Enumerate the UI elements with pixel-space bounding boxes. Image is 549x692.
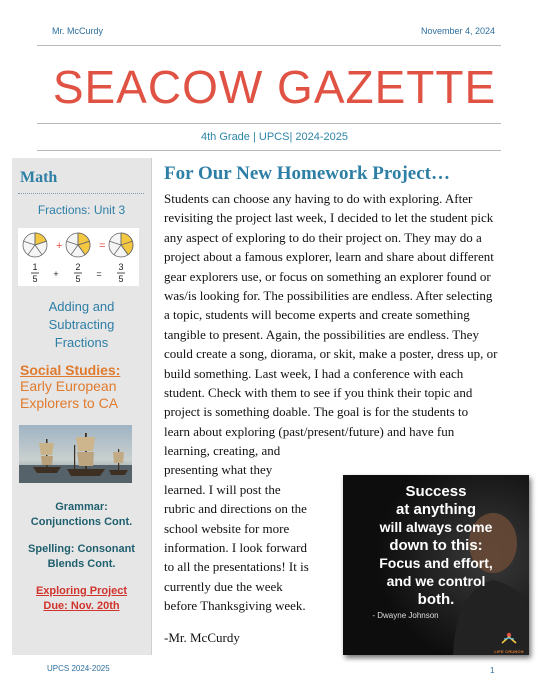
issue-date: November 4, 2024 — [420, 26, 495, 36]
article-title: For Our New Homework Project… — [164, 163, 450, 184]
masthead-subtitle: 4th Grade | UPCS| 2024-2025 — [201, 131, 348, 143]
header-rule — [37, 45, 501, 46]
frac-a-den: 5 — [32, 274, 38, 284]
project-due-line: Exploring Project — [35, 585, 128, 597]
article-body — [164, 189, 540, 441]
math-topic-line: Subtracting — [48, 317, 115, 332]
math-heading: Math — [20, 169, 58, 186]
article-line: Students can choose any having to do with exploring. After — [164, 191, 473, 206]
frac-op2: = — [96, 269, 102, 279]
frac-b-den: 5 — [75, 274, 81, 284]
article-line: learned. I will post the — [164, 481, 281, 497]
grammar-line: Conjunctions Cont. — [30, 516, 133, 528]
article-line: information. I look forward — [164, 540, 307, 556]
fraction-pies-icon — [18, 228, 139, 286]
masthead-title: SEACOW GAZETTE — [52, 61, 497, 113]
article-body-narrow — [164, 441, 340, 616]
page-number: 1 — [490, 666, 495, 675]
frac-a-num: 1 — [32, 262, 38, 272]
article-line: learning, creating, and — [164, 443, 281, 458]
article-line: tangible to present. Again, the possibilities are endless. They — [164, 326, 479, 342]
equals-sign: = — [99, 240, 106, 252]
article-line: school website for more — [164, 520, 290, 536]
quote-line: Success — [405, 483, 467, 500]
quote-line: and we control — [386, 573, 486, 589]
footer-left: UPCS 2024-2025 — [47, 664, 110, 673]
quote-author: - Dwayne Johnson — [372, 611, 439, 620]
frac-c-num: 3 — [118, 262, 124, 272]
math-topic-line: Fractions — [54, 335, 109, 350]
grammar-line: Grammar: — [55, 501, 108, 513]
math-topic — [12, 298, 151, 352]
quote-line: down to this: — [389, 537, 483, 554]
frac-c-den: 5 — [118, 274, 124, 284]
life-crunch-logo — [493, 631, 525, 654]
quote-line: Focus and effort, — [379, 555, 493, 571]
article-line: presenting what they — [164, 462, 273, 478]
frac-op1: + — [53, 269, 59, 279]
math-topic-line: Adding and — [48, 299, 115, 314]
teacher-name: Mr. McCurdy — [52, 26, 104, 36]
quote-line: both. — [417, 591, 455, 608]
spelling-line: Spelling: Consonant — [28, 543, 135, 555]
social-studies-topic — [20, 378, 118, 412]
article-line: project is something doable. The goal is for the students to — [164, 404, 469, 420]
article-line: could create a song, diorama, or skit, make a poster, dress up, or — [164, 346, 498, 362]
frac-b-num: 2 — [75, 262, 81, 272]
article-line: learn about exploring (past/present/future) and have fun — [164, 423, 455, 439]
masthead-rule-top — [37, 123, 501, 124]
math-unit: Fractions: Unit 3 — [37, 203, 126, 217]
article-line: currently due the week — [164, 578, 283, 594]
logo-text: LIFE CRUNCH — [494, 649, 524, 654]
explorer-ships-image — [19, 425, 132, 483]
article-line: gear explorers use, or focus on something an explorer found or — [164, 268, 491, 284]
grammar-note — [12, 500, 151, 530]
article-line: revisiting the project last week, I decided to let the student pick — [164, 210, 494, 226]
masthead-rule-bottom — [37, 150, 501, 151]
project-due-note — [12, 584, 151, 614]
plus-sign: + — [56, 240, 63, 252]
quote-line: will always come — [379, 519, 493, 535]
article-line: build something. Last week, I had a conference with each — [164, 365, 464, 381]
article-line: to all the presentations! It is — [164, 559, 309, 575]
article-line: was/is looking for. The possibilities are endless. After selecting — [164, 288, 493, 304]
ss-topic-line: Early European — [20, 378, 117, 394]
spelling-line: Blends Cont. — [47, 558, 116, 570]
article-line: rubric and directions on the — [164, 501, 307, 517]
article-line: before Thanksgiving week. — [164, 598, 306, 614]
quote-line: at anything — [395, 501, 476, 518]
spelling-note — [12, 542, 151, 572]
social-studies-heading: Social Studies: — [20, 362, 121, 378]
article-line: project about a famous explorer, learn and share about different — [164, 249, 494, 265]
article-line: a topic, students will become experts and create something — [164, 307, 470, 323]
article-line: any aspect of exploring to do their project on. They may do a — [164, 229, 482, 245]
math-divider — [18, 193, 144, 194]
logo-figure-icon — [500, 632, 518, 644]
article-signature: -Mr. McCurdy — [164, 630, 240, 645]
ss-topic-line: Explorers to CA — [20, 395, 119, 411]
fraction-illustration — [18, 228, 139, 286]
quote-image — [343, 475, 529, 655]
project-due-line: Due: Nov. 20th — [43, 600, 120, 612]
article-line: student. Check with them to see if you think their topic and — [164, 385, 473, 401]
